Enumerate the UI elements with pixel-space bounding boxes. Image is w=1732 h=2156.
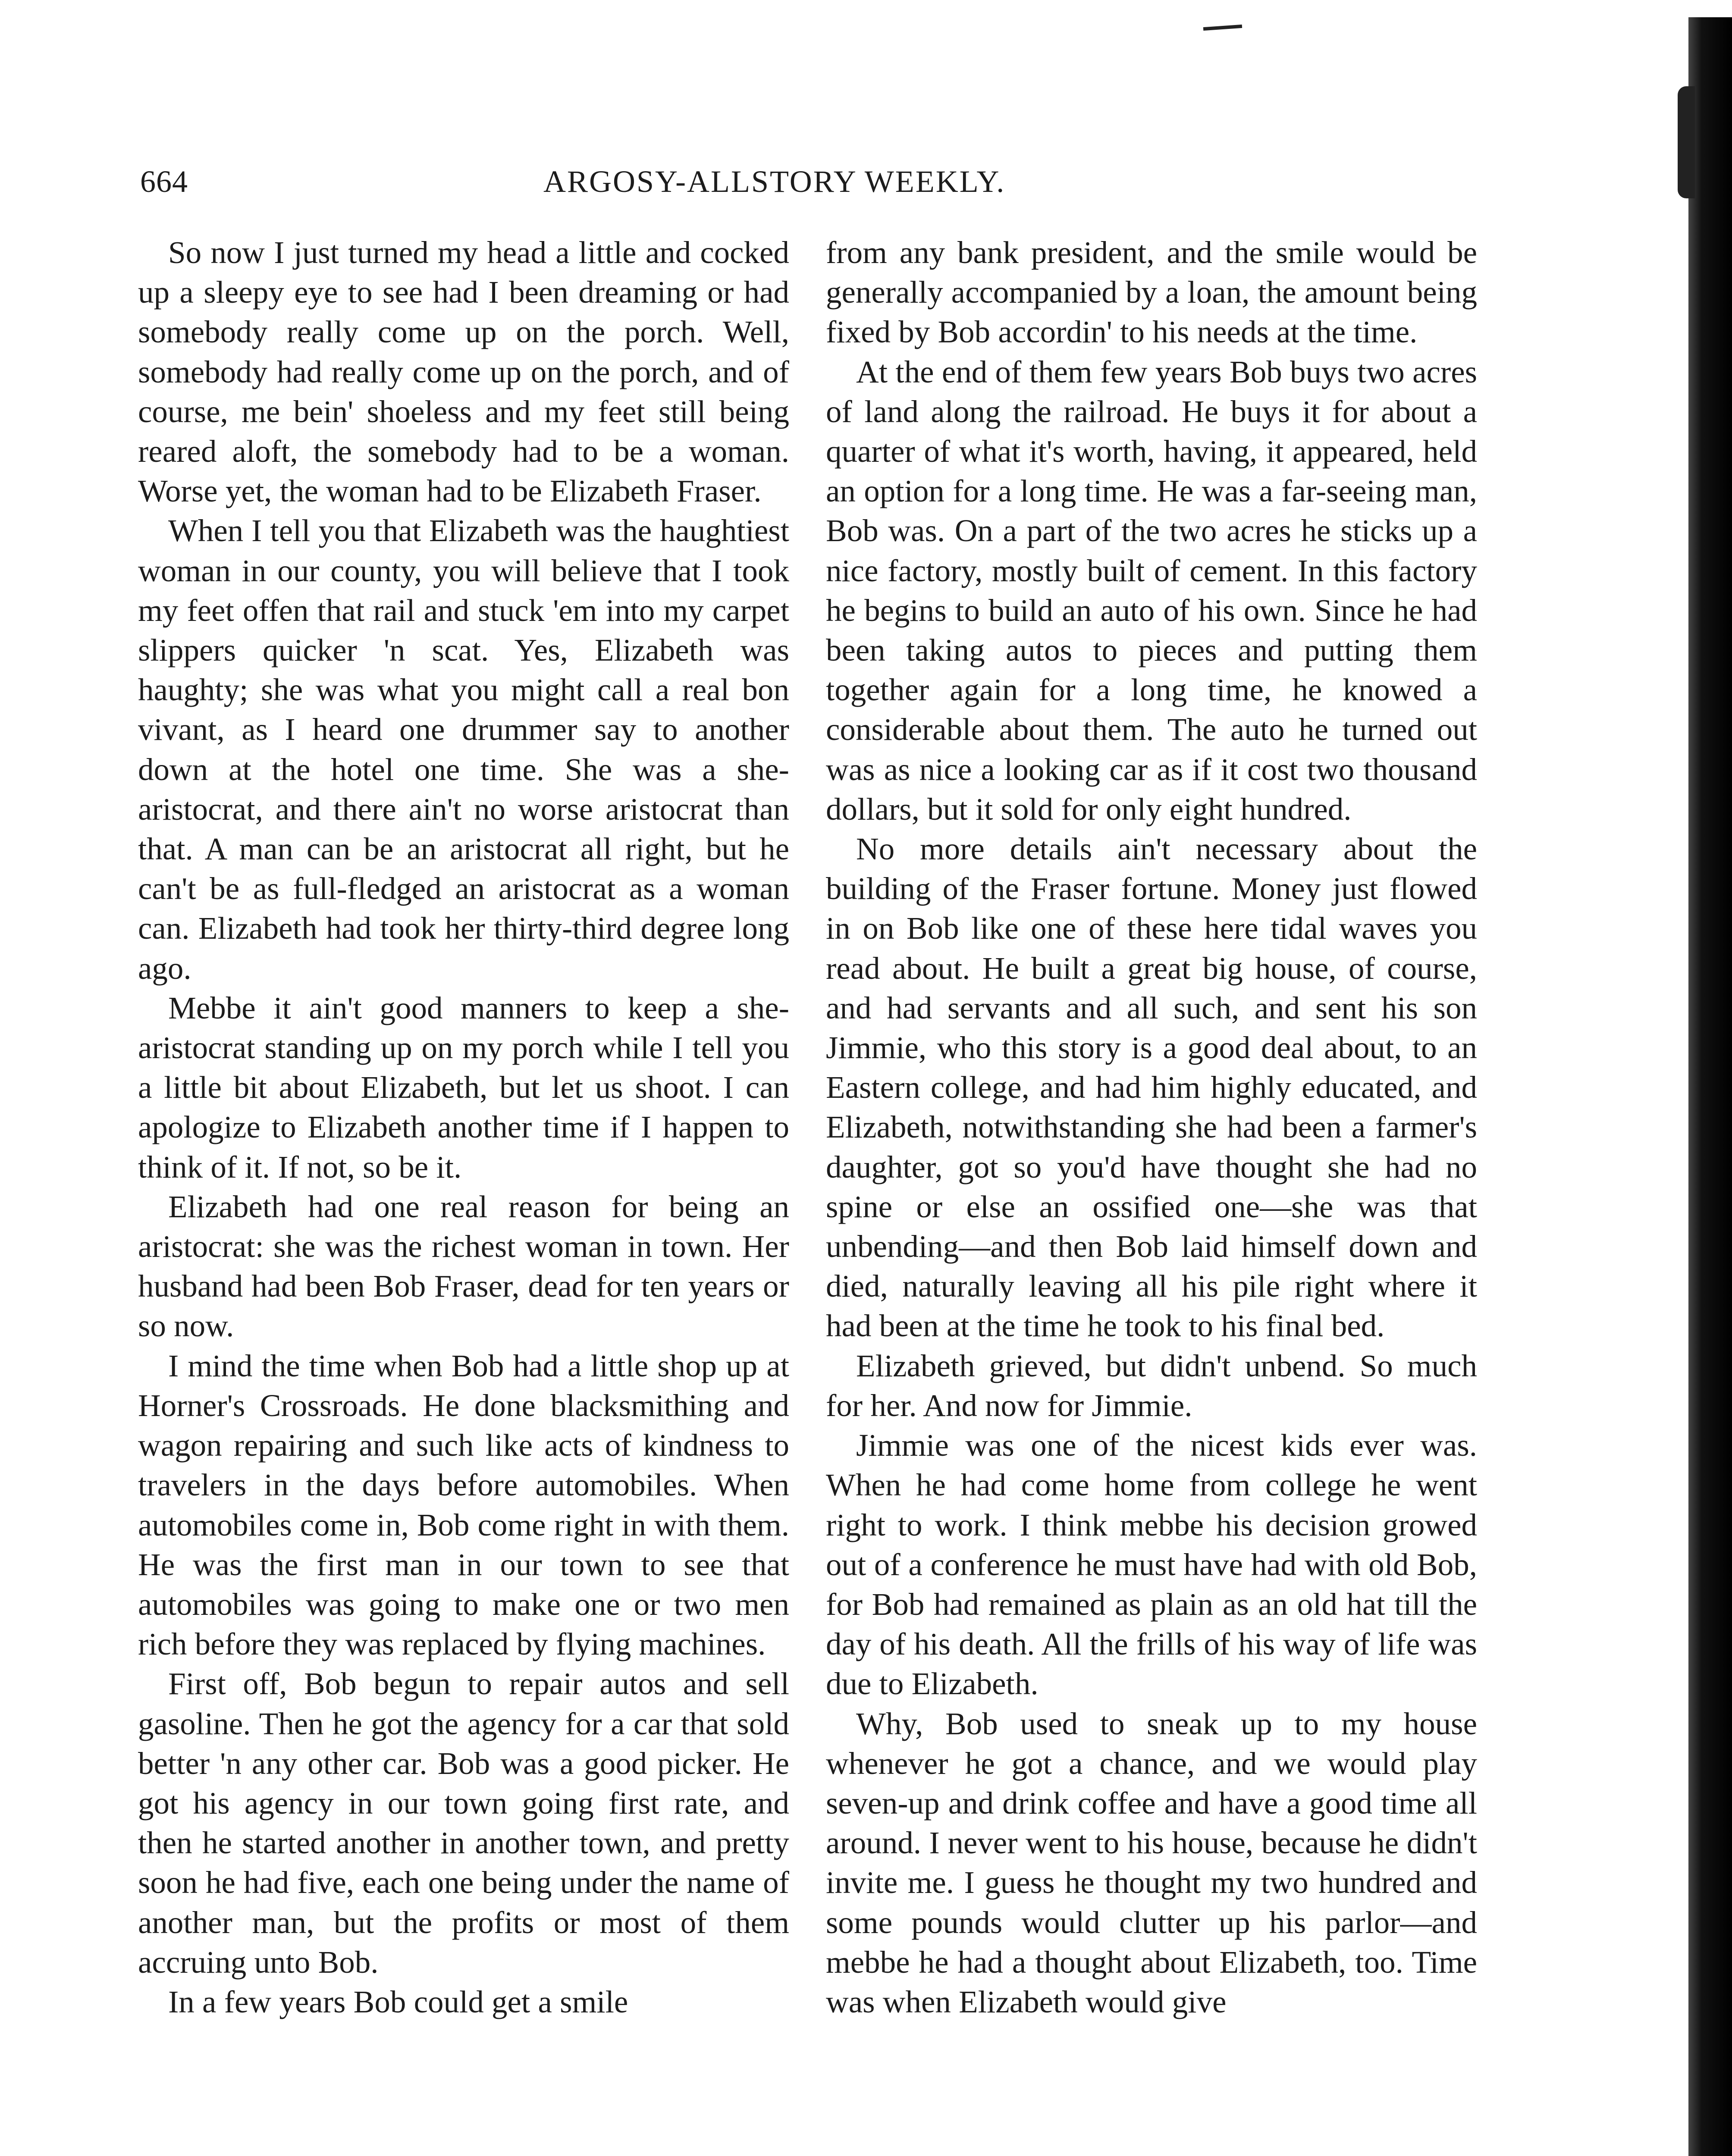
paragraph: When I tell you that Elizabeth was the haughtiest woman in our county, you will believe that I took my feet offen that rail and stuck 'em into my carpet slippers quicker 'n scat. Yes, Elizabeth was haughty; she was what you might call a real bon vivant, as I heard one drummer say to another down at the hotel one time. She was a she-aristocrat, and there ain't no worse aristocrat than that. A man can be an aristocrat all right, but he can't be as full-fledged an aristocrat as a woman can. Elizabeth had took her thirty-third degree long ago. — [138, 513, 789, 986]
paragraph: First off, Bob begun to repair autos and sell gasoline. Then he got the agency for a car that sold better 'n any other car. Bob was a good picker. He got his agency in our town going first rate, and then he started another in another town, and pretty soon he had five, each one being under the name of another man, but the profits or most of them accruing unto Bob. — [138, 1666, 789, 1980]
page-header — [140, 164, 1102, 216]
page-edge-notch — [1678, 86, 1695, 198]
paragraph: No more details ain't necessary about the building of the Fraser fortune. Money just flowed in on Bob like one of these here tidal waves you read about. He built a great big house, of course, and had servants and all such, and sent his son Jimmie, who this story is a good deal about, to an Eastern college, and had him highly educated, and Elizabeth, notwithstanding she had been a farmer's daughter, got so you'd have thought she had no spine or else an ossified one—she was that unbending—and then Bob laid himself down and died, naturally leaving all his pile right where it had been at the time he took to his final bed. — [826, 831, 1477, 1344]
paragraph: At the end of them few years Bob buys two acres of land along the railroad. He buys it for about a quarter of what it's worth, having, it appeared, held an option for a long time. He was a far-seeing man, Bob was. On a part of the two acres he sticks up a nice factory, mostly built of cement. In this factory he begins to build an auto of his own. Since he had been taking autos to pieces and putting them together again for a long time, he knowed a considerable about them. The auto he turned out was as nice a looking car as if it cost two thousand dollars, but it sold for only eight hundred. — [826, 354, 1477, 827]
page-number: 664 — [140, 164, 188, 199]
right-column — [826, 233, 1477, 2022]
paragraph: In a few years Bob could get a smile — [168, 1984, 628, 2019]
page-edge-shadow — [1688, 17, 1732, 2156]
running-head: ARGOSY-ALLSTORY WEEKLY. — [543, 164, 1006, 199]
paragraph-continuation: from any bank president, and the smile would be generally accompanied by a loan, the amount being fixed by Bob accordin' to his needs at the time. — [826, 235, 1477, 350]
paragraph: Mebbe it ain't good manners to keep a she-aristocrat standing up on my porch while I tell you a little bit about Elizabeth, but let us shoot. I can apologize to Elizabeth another time if I happen to think of it. If not, so be it. — [138, 990, 789, 1185]
paragraph: Elizabeth grieved, but didn't unbend. So much for her. And now for Jimmie. — [826, 1348, 1477, 1423]
left-column — [138, 233, 789, 2022]
paragraph: So now I just turned my head a little and cocked up a sleepy eye to see had I been dreaming or had somebody really come up on the porch. Well, somebody had really come up on the porch, and of course, me bein' shoeless and my feet still being reared aloft, the somebody had to be a woman. Worse yet, the woman had to be Elizabeth Fraser. — [138, 235, 789, 509]
paragraph: I mind the time when Bob had a little shop up at Horner's Crossroads. He done blacksmithing and wagon repairing and such like acts of kindness to travelers in the days before automobiles. When automobiles come in, Bob come right in with them. He was the first man in our town to see that automobiles was going to make one or two men rich before they was replaced by flying machines. — [138, 1348, 789, 1662]
paragraph: Elizabeth had one real reason for being an aristocrat: she was the richest woman in town. Her husband had been Bob Fraser, dead for ten years or so now. — [138, 1189, 789, 1344]
scan-mark-top — [1203, 25, 1242, 31]
paragraph: Why, Bob used to sneak up to my house whenever he got a chance, and we would play seven-up and drink coffee and have a good time all around. I never went to his house, because he didn't invite me. I guess he thought my two hundred and some pounds would clutter up his parlor—and mebbe he had a thought about Elizabeth, too. Time was when Elizabeth would give — [826, 1706, 1477, 2019]
paragraph: Jimmie was one of the nicest kids ever was. When he had come home from college he went right to work. I think mebbe his decision growed out of a conference he must have had with old Bob, for Bob had remained as plain as an old hat till the day of his death. All the frills of his way of life was due to Elizabeth. — [826, 1428, 1477, 1702]
